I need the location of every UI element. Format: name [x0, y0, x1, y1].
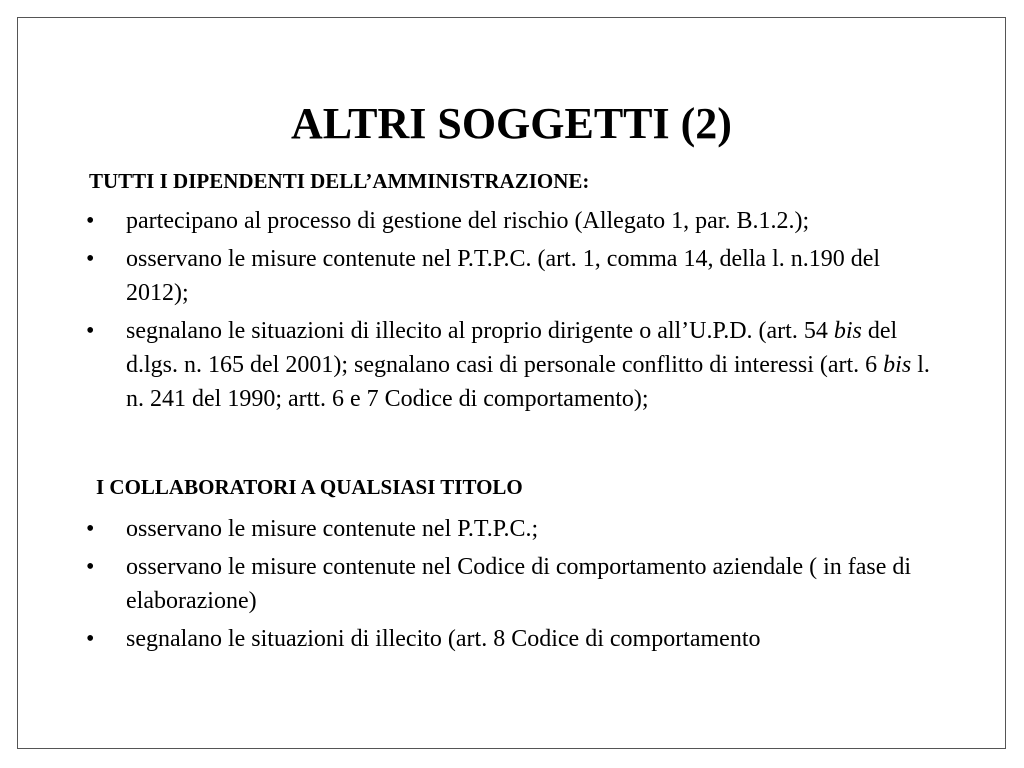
bullet-icon: • — [86, 246, 95, 272]
section-heading-dipendenti: TUTTI I DIPENDENTI DELL’AMMINISTRAZIONE: — [89, 169, 590, 193]
bullet-icon: • — [86, 554, 95, 580]
bullet-list-collaboratori — [18, 512, 1005, 660]
bullet-item — [18, 242, 1005, 310]
bullet-text: osservano le misure contenute nel Codice di comportamento aziendale ( in fase di elaborazione) — [126, 554, 912, 614]
bullet-icon: • — [86, 208, 95, 234]
bullet-list-dipendenti — [18, 204, 1005, 420]
bullet-item — [18, 512, 1005, 546]
bullet-item — [18, 622, 1005, 656]
slide-title: ALTRI SOGGETTI (2) — [291, 99, 732, 148]
bullet-icon: • — [86, 516, 95, 542]
bullet-text: segnalano le situazioni di illecito al proprio dirigente o all’U.P.D. (art. 54 — [126, 318, 834, 344]
bullet-item — [18, 204, 1005, 238]
bullet-icon: • — [86, 318, 95, 344]
italic-text: bis — [883, 352, 912, 378]
bullet-text: osservano le misure contenute nel P.T.P.C. (art. 1, comma 14, della l. n.190 del 2012); — [126, 246, 881, 306]
slide — [17, 17, 1006, 749]
bullet-item — [18, 550, 1005, 618]
bullet-text: del d.lgs. n. 165 del 2001); segnalano casi di personale conflitto di interessi (art. 6 — [126, 318, 898, 378]
bullet-text: segnalano le situazioni di illecito (art. 8 Codice di comportamento — [126, 626, 761, 652]
bullet-text: l. n. 241 del 1990; artt. 6 e 7 Codice di comportamento); — [126, 352, 930, 412]
section-heading-collaboratori: I COLLABORATORI A QUALSIASI TITOLO — [96, 475, 523, 499]
bullet-text: partecipano al processo di gestione del rischio (Allegato 1, par. B.1.2.); — [126, 208, 810, 234]
italic-text: bis — [833, 318, 862, 344]
bullet-text: osservano le misure contenute nel P.T.P.C.; — [126, 516, 539, 542]
bullet-item — [18, 314, 1005, 416]
bullet-icon: • — [86, 626, 95, 652]
